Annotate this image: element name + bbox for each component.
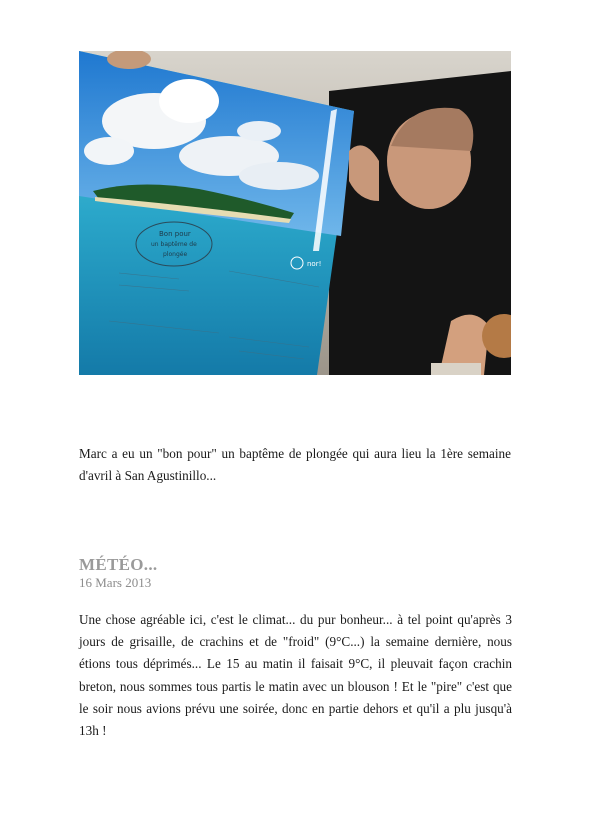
- svg-text:un baptême de: un baptême de: [151, 241, 197, 248]
- post-body: Une chose agréable ici, c'est le climat... du pur bonheur... à tel point qu'après 3 jours de grisaille, de crachins et de "froid" (9°C...) la semaine dernière, nous étions tous déprimés... Le 15 au matin il faisait 9°C, il pleuvait façon crachin breton, nous sommes tous partis le matin avec un blouson ! Et le "pire" c'est que le soir nous avions prévu une soirée, donc en partie dehors et qu'il a plu jusqu'à 13h !: [79, 612, 512, 739]
- svg-text:nor!: nor!: [307, 260, 322, 268]
- post-date: 16 Mars 2013: [79, 575, 152, 590]
- post-title: MÉTÉO...: [79, 555, 158, 574]
- svg-text:plongée: plongée: [163, 251, 188, 258]
- photo-caption: Marc a eu un "bon pour" un baptême de plongée qui aura lieu la 1ère semaine d'avril à San Agustinillo...: [79, 446, 511, 483]
- svg-text:Bon pour: Bon pour: [159, 230, 191, 238]
- photo-illustration: [79, 51, 511, 375]
- photo-image: [79, 51, 511, 375]
